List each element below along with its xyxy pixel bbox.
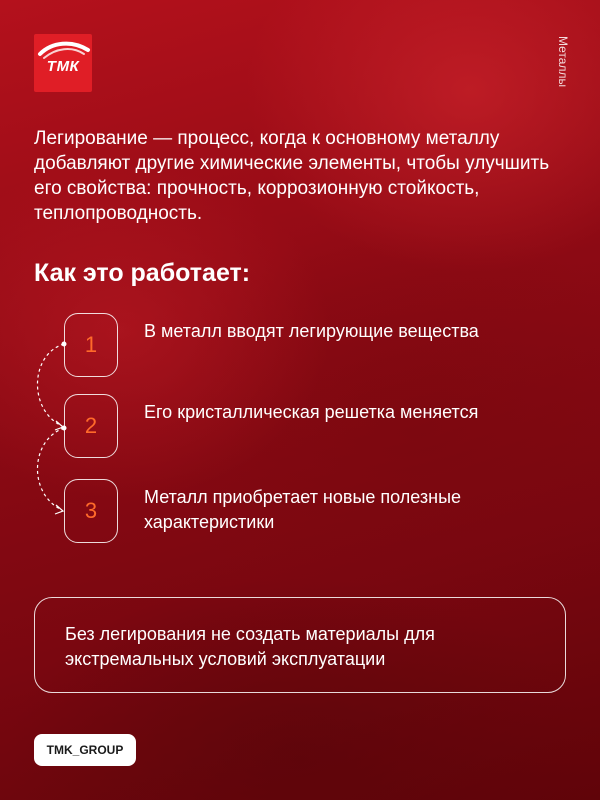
brand-tag: TMK_GROUP [34, 734, 136, 766]
step-text: Металл приобретает новые полезные характеристики [144, 487, 462, 532]
step-number: 2 [64, 394, 118, 458]
conclusion-box [34, 597, 566, 693]
step-1 [64, 313, 544, 379]
step-2 [64, 394, 544, 460]
logo-text: ТМК [46, 58, 80, 75]
step-number: 3 [64, 479, 118, 543]
intro-paragraph: Легирование — процесс, когда к основному металлу добавляют другие химические элементы, чтобы улучшить его свойства: прочность, коррозионную стойкость, теплопроводность. [34, 128, 550, 224]
conclusion-text: Без легирования не создать материалы для экстремальных условий эксплуатации [65, 624, 435, 669]
step-number: 1 [64, 313, 118, 377]
section-title: Как это работает: [34, 259, 251, 287]
category-label: Металлы [556, 36, 570, 88]
step-text: В металл вводят легирующие вещества [144, 321, 479, 341]
step-3 [64, 479, 544, 545]
step-text: Его кристаллическая решетка меняется [144, 402, 479, 422]
